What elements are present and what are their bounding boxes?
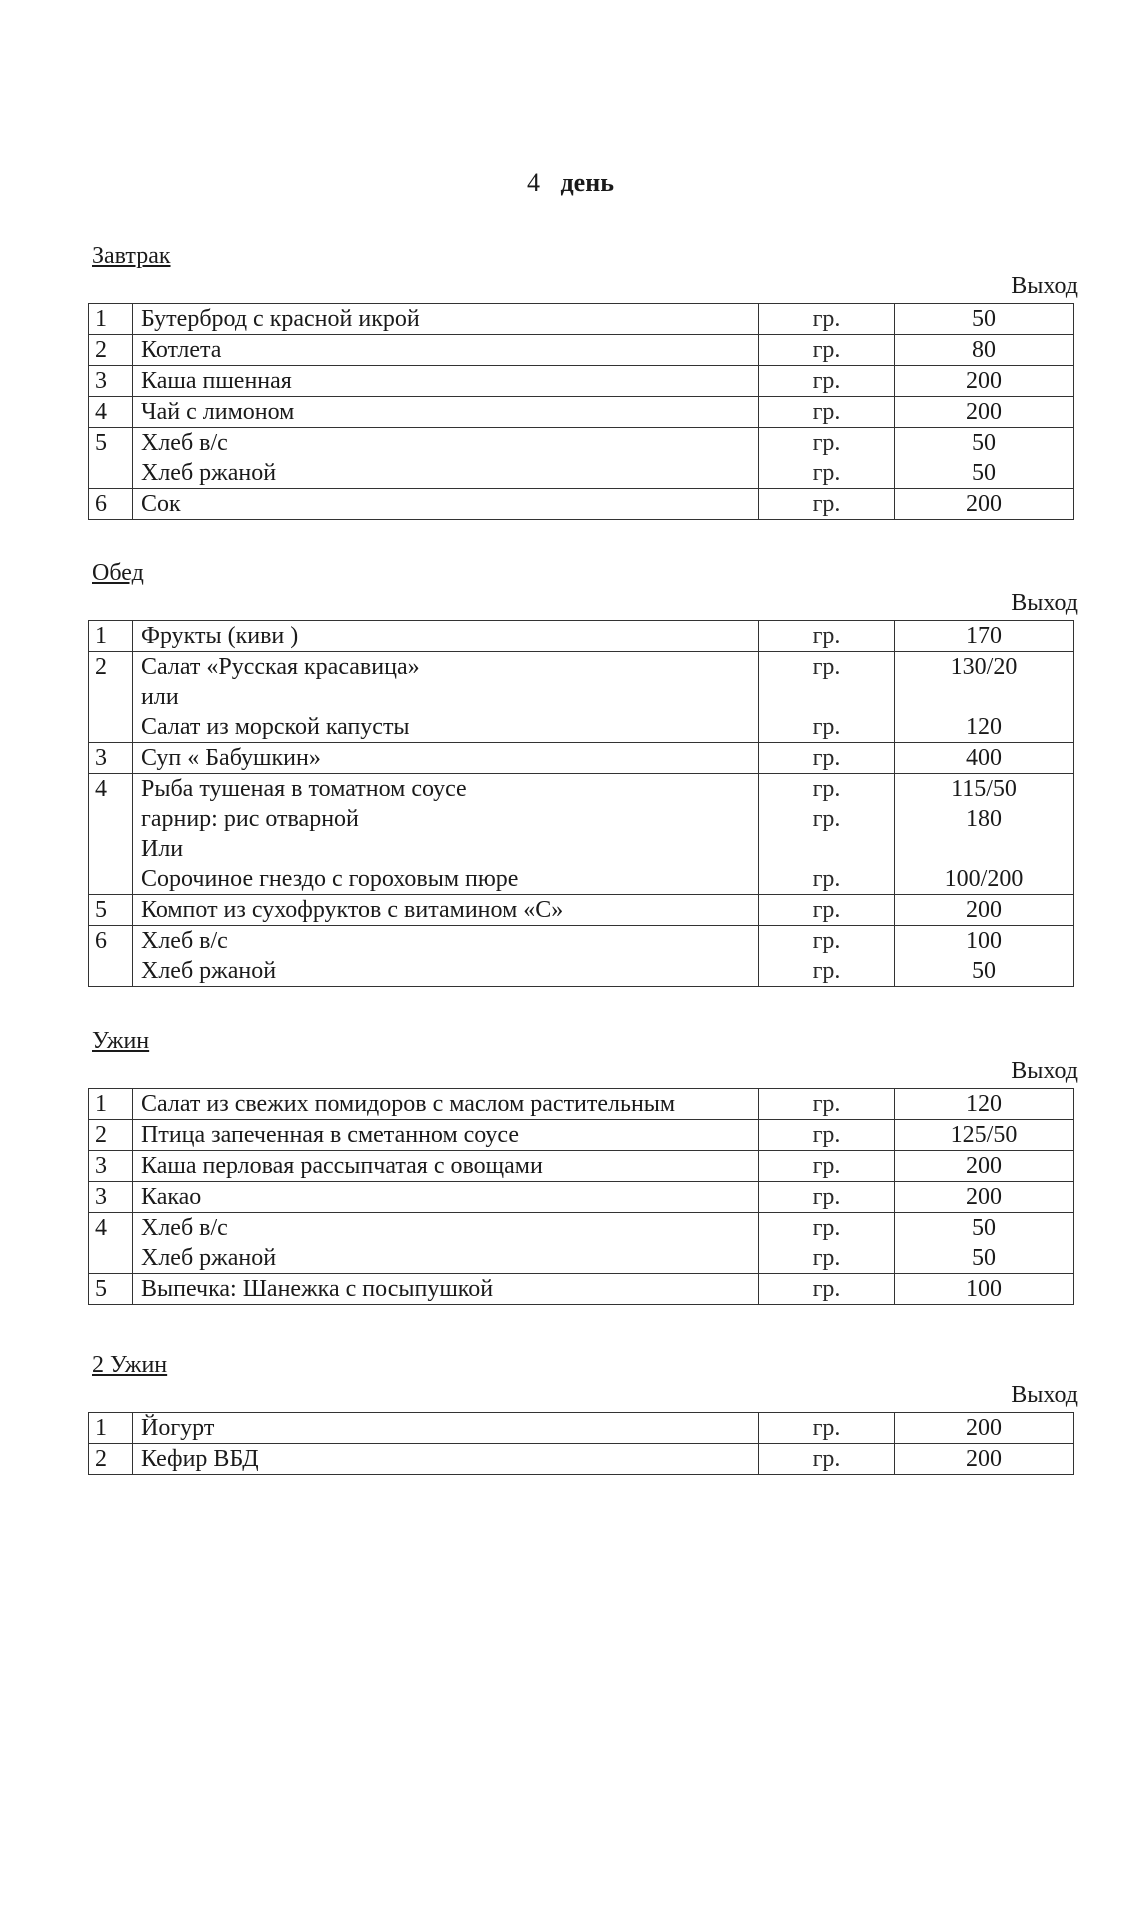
unit-label: гр.: [812, 897, 841, 923]
item-unit: [759, 335, 895, 366]
dish-name: Каша перловая рассыпчатая с овощами: [141, 1153, 543, 1179]
dish-name: Хлеб в/с: [141, 1215, 228, 1241]
output-value: [903, 834, 1065, 864]
item-number: 4: [89, 397, 133, 428]
table-row: [89, 774, 1074, 895]
table-row: [89, 743, 1074, 774]
item-unit: [759, 1413, 895, 1444]
item-unit: [759, 1213, 895, 1274]
item-name: [133, 1182, 759, 1213]
item-number: 1: [89, 1089, 133, 1120]
unit-label: гр.: [812, 806, 841, 832]
unit-label: гр.: [812, 1276, 841, 1302]
unit-label: гр.: [812, 776, 841, 802]
item-number: 2: [89, 1444, 133, 1475]
output-value: 120: [966, 1091, 1002, 1117]
item-output: [895, 366, 1074, 397]
dish-name: Салат из свежих помидоров с маслом растительным: [141, 1091, 676, 1117]
item-unit: [759, 397, 895, 428]
item-output: [895, 1120, 1074, 1151]
table-row: [89, 1151, 1074, 1182]
unit-label: гр.: [812, 430, 841, 456]
output-value: 100/200: [944, 866, 1024, 892]
output-value: 200: [966, 491, 1002, 517]
item-output: [895, 1213, 1074, 1274]
output-value: 50: [972, 306, 996, 332]
item-number: 2: [89, 652, 133, 743]
item-unit: [759, 774, 895, 895]
menu-table: [88, 1412, 1074, 1475]
item-name: [133, 1274, 759, 1305]
item-number: 6: [89, 489, 133, 520]
item-output: [895, 652, 1074, 743]
unit-label: гр.: [812, 306, 841, 332]
dish-name: Выпечка: Шанежка с посыпушкой: [141, 1276, 494, 1302]
item-unit: [759, 1182, 895, 1213]
table-row: [89, 489, 1074, 520]
dish-name: Каша пшенная: [141, 368, 292, 394]
unit-label: гр.: [812, 928, 841, 954]
unit-label: гр.: [812, 714, 841, 740]
output-value: 100: [966, 928, 1002, 954]
dish-name: Какао: [141, 1184, 202, 1210]
dish-name: Хлеб ржаной: [141, 958, 277, 984]
item-name: [133, 489, 759, 520]
day-number: 4: [527, 168, 541, 197]
dish-name: Кефир ВБД: [141, 1446, 259, 1472]
item-number: 2: [89, 335, 133, 366]
table-row: [89, 335, 1074, 366]
output-column-label: Выход: [1011, 1382, 1078, 1408]
unit-label: гр.: [812, 745, 841, 771]
dish-name: гарнир: рис отварной: [141, 806, 359, 832]
table-row: [89, 1120, 1074, 1151]
item-output: [895, 1444, 1074, 1475]
output-value: 200: [966, 1184, 1002, 1210]
item-number: 3: [89, 1182, 133, 1213]
unit-label: гр.: [812, 958, 841, 984]
unit-label: гр.: [812, 1184, 841, 1210]
item-unit: [759, 895, 895, 926]
section-heading: Завтрак: [92, 243, 171, 269]
output-value: 130/20: [950, 654, 1018, 680]
page-title: [0, 168, 1141, 198]
output-value: 200: [966, 368, 1002, 394]
output-value: 200: [966, 1415, 1002, 1441]
section-heading: Обед: [92, 560, 144, 586]
unit-label: гр.: [812, 1215, 841, 1241]
table-row: [89, 1274, 1074, 1305]
output-column-label: Выход: [1011, 1058, 1078, 1084]
item-name: [133, 397, 759, 428]
item-number: 1: [89, 1413, 133, 1444]
item-name: [133, 1089, 759, 1120]
item-name: [133, 621, 759, 652]
item-unit: [759, 428, 895, 489]
item-output: [895, 428, 1074, 489]
item-unit: [759, 1274, 895, 1305]
item-output: [895, 1089, 1074, 1120]
unit-label: гр.: [812, 866, 841, 892]
output-value: 50: [972, 460, 996, 486]
dish-name: Хлеб ржаной: [141, 460, 277, 486]
item-number: 3: [89, 366, 133, 397]
table-row: [89, 621, 1074, 652]
item-name: [133, 366, 759, 397]
item-name: [133, 1151, 759, 1182]
item-number: 2: [89, 1120, 133, 1151]
unit-label: [767, 834, 886, 864]
unit-label: гр.: [812, 1122, 841, 1148]
item-output: [895, 774, 1074, 895]
output-value: 100: [966, 1276, 1002, 1302]
table-row: [89, 1444, 1074, 1475]
item-name: [133, 335, 759, 366]
dish-name: Птица запеченная в сметанном соусе: [141, 1122, 519, 1148]
item-unit: [759, 1444, 895, 1475]
unit-label: гр.: [812, 399, 841, 425]
table-row: [89, 397, 1074, 428]
item-number: 3: [89, 743, 133, 774]
dish-name: Салат «Русская красавица»: [141, 654, 420, 680]
item-output: [895, 1182, 1074, 1213]
dish-name: Салат из морской капусты: [141, 714, 410, 740]
dish-name: или: [141, 684, 179, 710]
dish-name: Рыба тушеная в томатном соусе: [141, 776, 467, 802]
item-name: [133, 304, 759, 335]
output-value: 50: [972, 1245, 996, 1271]
item-name: [133, 1444, 759, 1475]
item-unit: [759, 652, 895, 743]
unit-label: гр.: [812, 1153, 841, 1179]
output-value: 50: [972, 958, 996, 984]
unit-label: гр.: [812, 368, 841, 394]
unit-label: гр.: [812, 337, 841, 363]
dish-name: Компот из сухофруктов с витамином «С»: [141, 897, 564, 923]
item-output: [895, 1413, 1074, 1444]
item-number: 6: [89, 926, 133, 987]
item-number: 5: [89, 1274, 133, 1305]
dish-name: Сорочиное гнездо с гороховым пюре: [141, 866, 519, 892]
item-unit: [759, 1089, 895, 1120]
output-value: 200: [966, 1446, 1002, 1472]
dish-name: Или: [141, 836, 184, 862]
output-value: 400: [966, 745, 1002, 771]
table-row: [89, 1213, 1074, 1274]
item-number: 5: [89, 895, 133, 926]
section-heading: Ужин: [92, 1028, 150, 1054]
unit-label: гр.: [812, 1091, 841, 1117]
item-number: 5: [89, 428, 133, 489]
dish-name: Хлеб в/с: [141, 928, 228, 954]
item-name: [133, 1413, 759, 1444]
table-row: [89, 428, 1074, 489]
item-output: [895, 926, 1074, 987]
item-unit: [759, 926, 895, 987]
output-value: 200: [966, 1153, 1002, 1179]
output-value: 120: [966, 714, 1002, 740]
dish-name: Фрукты (киви ): [141, 623, 299, 649]
output-value: 50: [972, 430, 996, 456]
item-number: 1: [89, 304, 133, 335]
dish-name: Хлеб ржаной: [141, 1245, 277, 1271]
section-heading: 2 Ужин: [92, 1352, 168, 1378]
table-row: [89, 1413, 1074, 1444]
item-output: [895, 489, 1074, 520]
menu-table: [88, 303, 1074, 520]
dish-name: Йогурт: [141, 1415, 215, 1441]
day-word: день: [560, 168, 614, 197]
item-number: 4: [89, 774, 133, 895]
item-output: [895, 1274, 1074, 1305]
unit-label: гр.: [812, 1245, 841, 1271]
dish-name: Чай с лимоном: [141, 399, 295, 425]
item-name: [133, 774, 759, 895]
menu-table: [88, 620, 1074, 987]
item-output: [895, 895, 1074, 926]
table-row: [89, 926, 1074, 987]
table-row: [89, 1089, 1074, 1120]
unit-label: гр.: [812, 1415, 841, 1441]
item-name: [133, 652, 759, 743]
output-value: [903, 682, 1065, 712]
item-output: [895, 397, 1074, 428]
item-unit: [759, 1120, 895, 1151]
dish-name: Суп « Бабушкин»: [141, 745, 321, 771]
item-name: [133, 1213, 759, 1274]
item-output: [895, 335, 1074, 366]
item-output: [895, 1151, 1074, 1182]
output-value: 200: [966, 897, 1002, 923]
output-value: 125/50: [950, 1122, 1018, 1148]
table-row: [89, 366, 1074, 397]
output-column-label: Выход: [1011, 273, 1078, 299]
item-unit: [759, 366, 895, 397]
output-column-label: Выход: [1011, 590, 1078, 616]
output-value: 180: [966, 806, 1002, 832]
dish-name: Котлета: [141, 337, 222, 363]
item-output: [895, 304, 1074, 335]
item-unit: [759, 304, 895, 335]
item-name: [133, 1120, 759, 1151]
item-name: [133, 926, 759, 987]
dish-name: Сок: [141, 491, 181, 517]
dish-name: Бутерброд с красной икрой: [141, 306, 420, 332]
output-value: 170: [966, 623, 1002, 649]
item-unit: [759, 743, 895, 774]
output-value: 200: [966, 399, 1002, 425]
menu-table: [88, 1088, 1074, 1305]
unit-label: [767, 682, 886, 712]
dish-name: Хлеб в/с: [141, 430, 228, 456]
item-name: [133, 743, 759, 774]
unit-label: гр.: [812, 491, 841, 517]
output-value: 50: [972, 1215, 996, 1241]
item-unit: [759, 1151, 895, 1182]
item-unit: [759, 621, 895, 652]
table-row: [89, 1182, 1074, 1213]
item-number: 3: [89, 1151, 133, 1182]
table-row: [89, 304, 1074, 335]
item-number: 4: [89, 1213, 133, 1274]
item-number: 1: [89, 621, 133, 652]
item-output: [895, 621, 1074, 652]
unit-label: гр.: [812, 654, 841, 680]
unit-label: гр.: [812, 460, 841, 486]
item-output: [895, 743, 1074, 774]
item-unit: [759, 489, 895, 520]
table-row: [89, 895, 1074, 926]
unit-label: гр.: [812, 1446, 841, 1472]
item-name: [133, 428, 759, 489]
output-value: 115/50: [951, 776, 1017, 802]
item-name: [133, 895, 759, 926]
table-row: [89, 652, 1074, 743]
output-value: 80: [972, 337, 996, 363]
unit-label: гр.: [812, 623, 841, 649]
